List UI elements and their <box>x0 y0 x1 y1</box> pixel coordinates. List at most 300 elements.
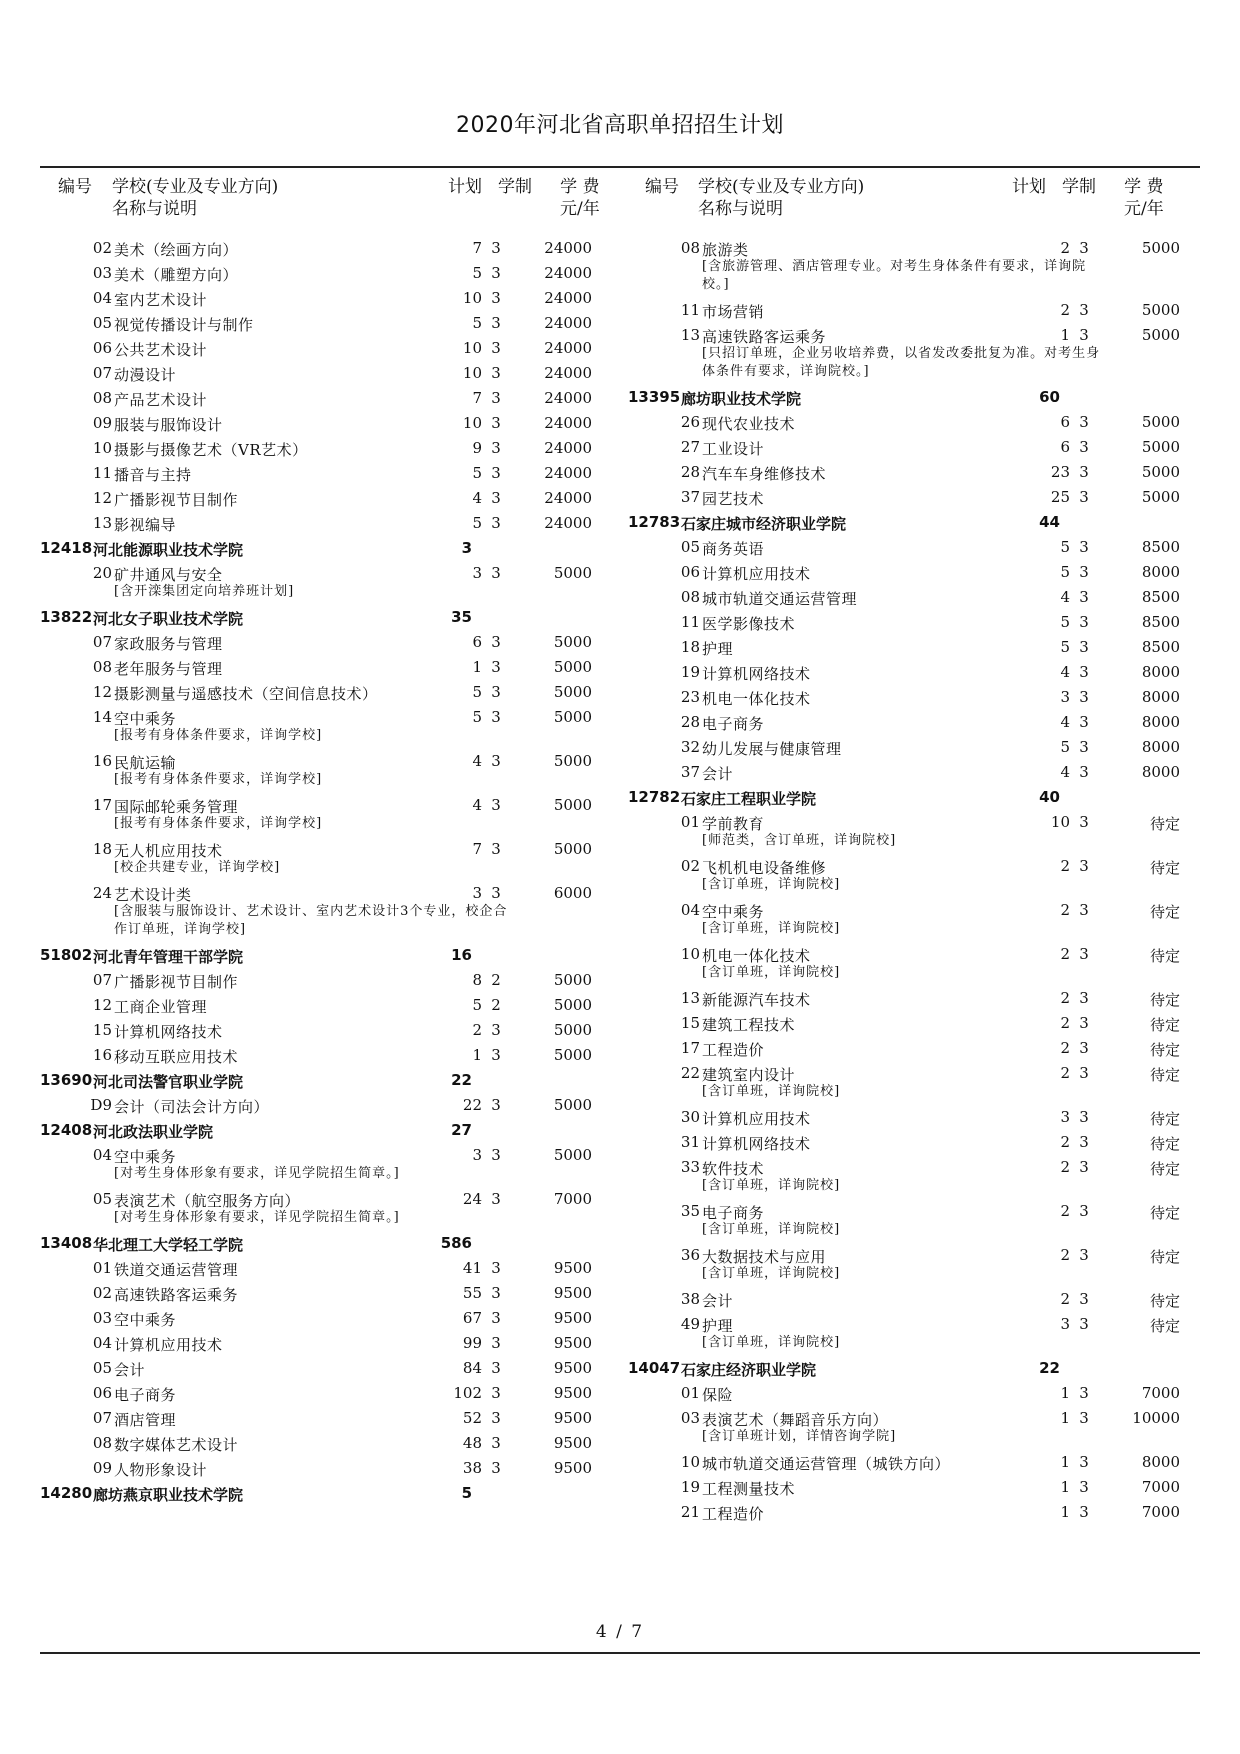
major-years: 3 <box>491 414 501 432</box>
major-years: 3 <box>491 1334 501 1352</box>
major-plan: 7 <box>472 840 482 858</box>
major-plan: 2 <box>1060 1290 1070 1308</box>
major-row <box>628 585 1180 610</box>
major-years: 3 <box>1079 1158 1089 1176</box>
major-plan: 3 <box>472 884 482 902</box>
major-row <box>628 1011 1180 1036</box>
school-row <box>628 510 1180 535</box>
major-years: 3 <box>491 752 501 770</box>
major-name: 飞机机电设备维修 <box>702 859 827 877</box>
major-row <box>628 236 1180 261</box>
major-fee: 待定 <box>1149 1041 1180 1059</box>
major-row <box>628 1243 1180 1268</box>
school-code: 14047 <box>628 1359 681 1377</box>
school-plan: 44 <box>1039 513 1060 531</box>
major-row <box>40 311 592 336</box>
major-fee: 待定 <box>1149 1016 1180 1034</box>
major-name: 建筑工程技术 <box>702 1016 796 1034</box>
major-name: 保险 <box>702 1386 734 1404</box>
major-fee: 5000 <box>553 658 592 676</box>
major-fee: 24000 <box>544 439 592 457</box>
school-name: 石家庄城市经济职业学院 <box>681 515 847 533</box>
major-row <box>40 837 592 862</box>
major-plan: 23 <box>1050 463 1070 481</box>
major-code: 03 <box>680 1409 700 1427</box>
major-plan: 1 <box>1060 1503 1070 1521</box>
major-row <box>628 685 1180 710</box>
school-plan: 22 <box>1039 1359 1060 1377</box>
major-plan: 2 <box>1060 1064 1070 1082</box>
major-plan: 1 <box>1060 1453 1070 1471</box>
major-plan: 2 <box>1060 239 1070 257</box>
school-plan: 5 <box>461 1484 472 1502</box>
major-fee: 24000 <box>544 489 592 507</box>
major-note: [含订单班计划，详情咨询学院] <box>702 1429 897 1444</box>
major-fee: 5000 <box>1141 239 1180 257</box>
major-fee: 8000 <box>1141 763 1180 781</box>
major-note: [报考有身体条件要求，详询学校] <box>114 816 323 831</box>
major-row <box>628 435 1180 460</box>
major-code: 09 <box>92 414 112 432</box>
major-row <box>40 881 592 906</box>
major-code: 35 <box>680 1202 700 1220</box>
major-code: 19 <box>680 1478 700 1496</box>
major-code: 27 <box>680 438 700 456</box>
major-fee: 24000 <box>544 364 592 382</box>
major-code: 17 <box>680 1039 700 1057</box>
major-fee: 待定 <box>1149 947 1180 965</box>
major-code: 12 <box>92 683 112 701</box>
top-rule <box>40 166 1200 168</box>
major-code: 11 <box>680 613 700 631</box>
major-row <box>628 1130 1180 1155</box>
major-note: [含订单班，详询院校] <box>702 921 841 936</box>
major-plan: 4 <box>1060 663 1070 681</box>
major-name: 商务英语 <box>702 540 765 558</box>
major-code: 37 <box>680 488 700 506</box>
major-code: 11 <box>680 301 700 319</box>
major-note: [对考生身体形象有要求，详见学院招生简章。] <box>114 1166 400 1181</box>
major-name: 影视编导 <box>114 516 177 534</box>
major-fee: 9500 <box>553 1284 592 1302</box>
major-note: [含订单班，详询院校] <box>702 877 841 892</box>
school-plan: 60 <box>1039 388 1060 406</box>
right-column <box>628 236 1180 1525</box>
major-years: 3 <box>491 1434 501 1452</box>
major-years: 3 <box>1079 538 1089 556</box>
major-fee: 待定 <box>1149 1248 1180 1266</box>
major-note: [含订单班，详询院校] <box>702 1178 841 1193</box>
major-plan: 10 <box>462 289 482 307</box>
school-code: 13690 <box>40 1071 93 1089</box>
major-code: 03 <box>92 264 112 282</box>
major-row <box>628 1155 1180 1180</box>
major-fee: 24000 <box>544 464 592 482</box>
major-plan: 3 <box>1060 688 1070 706</box>
major-row <box>628 854 1180 879</box>
major-code: 02 <box>92 1284 112 1302</box>
major-fee: 8500 <box>1141 588 1180 606</box>
major-name: 高速铁路客运乘务 <box>114 1286 239 1304</box>
major-fee: 24000 <box>544 289 592 307</box>
school-name: 河北司法警官职业学院 <box>93 1073 244 1091</box>
major-fee: 5000 <box>553 683 592 701</box>
major-plan: 102 <box>453 1384 482 1402</box>
major-code: 10 <box>680 945 700 963</box>
major-years: 3 <box>491 314 501 332</box>
major-fee: 待定 <box>1149 815 1180 833</box>
major-plan: 5 <box>472 314 482 332</box>
major-fee: 待定 <box>1149 1110 1180 1128</box>
major-row <box>628 810 1180 835</box>
major-row <box>628 635 1180 660</box>
major-row <box>628 323 1180 348</box>
major-name: 园艺技术 <box>702 490 765 508</box>
major-years: 3 <box>1079 613 1089 631</box>
major-plan: 48 <box>462 1434 482 1452</box>
major-years: 3 <box>491 1359 501 1377</box>
major-name: 铁道交通运营管理 <box>114 1261 239 1279</box>
major-row <box>628 535 1180 560</box>
major-row <box>628 1500 1180 1525</box>
major-row <box>40 793 592 818</box>
major-fee: 24000 <box>544 514 592 532</box>
major-code: 10 <box>680 1453 700 1471</box>
header-plan-right: 计划 <box>1012 177 1046 197</box>
major-row <box>40 486 592 511</box>
major-name: 空中乘务 <box>114 710 177 728</box>
school-plan: 40 <box>1039 788 1060 806</box>
major-fee: 待定 <box>1149 1135 1180 1153</box>
major-years: 3 <box>1079 1384 1089 1402</box>
major-plan: 1 <box>472 658 482 676</box>
major-name: 计算机应用技术 <box>702 1110 811 1128</box>
major-fee: 8000 <box>1141 663 1180 681</box>
major-years: 3 <box>491 289 501 307</box>
major-fee: 5000 <box>553 971 592 989</box>
major-code: 23 <box>680 688 700 706</box>
major-plan: 4 <box>1060 763 1070 781</box>
major-row <box>40 993 592 1018</box>
major-plan: 67 <box>462 1309 482 1327</box>
major-name: 人物形象设计 <box>114 1461 208 1479</box>
major-years: 3 <box>491 884 501 902</box>
major-name: 计算机网络技术 <box>702 665 811 683</box>
major-name: 家政服务与管理 <box>114 635 223 653</box>
major-name: 摄影与摄像艺术（VR艺术） <box>114 441 308 459</box>
major-note: [只招订单班，企业另收培养费，以省发改委批复为准。对考生身体条件有要求，详询院校。] <box>702 346 1101 379</box>
major-note: [报考有身体条件要求，详询学校] <box>114 728 323 743</box>
major-years: 3 <box>491 564 501 582</box>
major-name: 表演艺术（舞蹈音乐方向） <box>702 1411 889 1429</box>
school-name: 廊坊燕京职业技术学院 <box>93 1486 244 1504</box>
major-years: 3 <box>491 339 501 357</box>
major-code: 02 <box>680 857 700 875</box>
header-years-right: 学制 <box>1062 177 1096 197</box>
major-code: 06 <box>92 339 112 357</box>
major-row <box>628 298 1180 323</box>
major-code: 28 <box>680 713 700 731</box>
major-code: 12 <box>92 996 112 1014</box>
major-name: 动漫设计 <box>114 366 177 384</box>
left-column <box>40 236 592 1506</box>
major-years: 3 <box>1079 1503 1089 1521</box>
header-school-left <box>112 176 278 220</box>
major-code: 07 <box>92 633 112 651</box>
major-name: 大数据技术与应用 <box>702 1248 827 1266</box>
major-fee: 6000 <box>553 884 592 902</box>
school-plan: 586 <box>440 1234 472 1252</box>
major-name: 幼儿发展与健康管理 <box>702 740 842 758</box>
major-code: 15 <box>92 1021 112 1039</box>
school-code: 13822 <box>40 608 93 626</box>
major-name: 服装与服饰设计 <box>114 416 223 434</box>
major-code: 12 <box>92 489 112 507</box>
major-name: 旅游类 <box>702 241 749 259</box>
major-row <box>40 1356 592 1381</box>
major-name: 老年服务与管理 <box>114 660 223 678</box>
major-plan: 99 <box>462 1334 482 1352</box>
major-fee: 24000 <box>544 239 592 257</box>
major-years: 3 <box>491 1146 501 1164</box>
major-fee: 24000 <box>544 264 592 282</box>
major-code: 05 <box>680 538 700 556</box>
major-years: 3 <box>1079 738 1089 756</box>
major-fee: 8500 <box>1141 538 1180 556</box>
major-code: 28 <box>680 463 700 481</box>
major-row <box>40 286 592 311</box>
major-name: 现代农业技术 <box>702 415 796 433</box>
major-name: 广播影视节目制作 <box>114 973 239 991</box>
major-code: 09 <box>92 1459 112 1477</box>
major-fee: 9500 <box>553 1459 592 1477</box>
major-code: 38 <box>680 1290 700 1308</box>
major-fee: 8000 <box>1141 713 1180 731</box>
major-code: 01 <box>680 813 700 831</box>
major-row <box>628 1450 1180 1475</box>
major-fee: 待定 <box>1149 1160 1180 1178</box>
major-fee: 待定 <box>1149 859 1180 877</box>
major-name: 酒店管理 <box>114 1411 177 1429</box>
major-years: 3 <box>1079 1409 1089 1427</box>
major-note: [报考有身体条件要求，详询学校] <box>114 772 323 787</box>
major-row <box>628 986 1180 1011</box>
major-fee: 24000 <box>544 339 592 357</box>
major-plan: 22 <box>462 1096 482 1114</box>
major-name: 电子商务 <box>702 715 765 733</box>
school-code: 51802 <box>40 946 93 964</box>
major-plan: 5 <box>472 683 482 701</box>
major-years: 3 <box>491 1096 501 1114</box>
major-fee: 8000 <box>1141 688 1180 706</box>
header-school-right <box>698 176 864 220</box>
major-fee: 8000 <box>1141 1453 1180 1471</box>
major-code: 37 <box>680 763 700 781</box>
major-years: 3 <box>491 1384 501 1402</box>
major-years: 3 <box>1079 663 1089 681</box>
major-name: 会计 <box>702 765 734 783</box>
major-row <box>628 760 1180 785</box>
major-row <box>628 410 1180 435</box>
major-row <box>628 942 1180 967</box>
major-row <box>628 1036 1180 1061</box>
major-years: 3 <box>1079 1039 1089 1057</box>
major-name: 国际邮轮乘务管理 <box>114 798 239 816</box>
major-years: 3 <box>491 840 501 858</box>
major-note: [含服装与服饰设计、艺术设计、室内艺术设计3个专业，校企合作订单班，详询学校] <box>114 904 508 937</box>
major-row <box>628 735 1180 760</box>
header-fee-line1: 学 费 <box>1124 177 1164 197</box>
major-years: 3 <box>491 1021 501 1039</box>
school-row <box>40 605 592 630</box>
major-code: 18 <box>680 638 700 656</box>
major-fee: 5000 <box>1141 413 1180 431</box>
school-row <box>40 1068 592 1093</box>
major-years: 2 <box>491 971 501 989</box>
school-code: 14280 <box>40 1484 93 1502</box>
major-row <box>40 1143 592 1168</box>
major-plan: 5 <box>472 264 482 282</box>
major-code: 08 <box>680 588 700 606</box>
major-years: 3 <box>1079 1014 1089 1032</box>
major-plan: 5 <box>472 708 482 726</box>
major-years: 3 <box>1079 1315 1089 1333</box>
major-code: 31 <box>680 1133 700 1151</box>
major-code: 16 <box>92 1046 112 1064</box>
major-years: 3 <box>1079 301 1089 319</box>
major-plan: 1 <box>1060 326 1070 344</box>
major-code: 10 <box>92 439 112 457</box>
major-code: 32 <box>680 738 700 756</box>
major-years: 3 <box>1079 563 1089 581</box>
major-years: 3 <box>1079 989 1089 1007</box>
major-row <box>40 411 592 436</box>
school-code: 12782 <box>628 788 681 806</box>
major-note: [含订单班，详询院校] <box>702 1222 841 1237</box>
major-row <box>628 460 1180 485</box>
major-code: 22 <box>680 1064 700 1082</box>
major-row <box>40 749 592 774</box>
major-name: 美术（雕塑方向） <box>114 266 239 284</box>
major-fee: 待定 <box>1149 1204 1180 1222</box>
major-years: 3 <box>491 1046 501 1064</box>
major-fee: 5000 <box>553 752 592 770</box>
major-row <box>40 968 592 993</box>
major-years: 3 <box>491 489 501 507</box>
header-plan-left: 计划 <box>448 177 482 197</box>
major-row <box>40 386 592 411</box>
major-fee: 7000 <box>1141 1478 1180 1496</box>
major-row <box>40 361 592 386</box>
major-plan: 1 <box>1060 1478 1070 1496</box>
page-number: 4 / 7 <box>595 1622 645 1642</box>
major-years: 3 <box>1079 1064 1089 1082</box>
major-plan: 6 <box>472 633 482 651</box>
school-code: 13408 <box>40 1234 93 1252</box>
major-plan: 1 <box>1060 1384 1070 1402</box>
major-plan: 4 <box>472 489 482 507</box>
major-name: 工业设计 <box>702 440 765 458</box>
major-note: [含订单班，详询院校] <box>702 1084 841 1099</box>
major-name: 计算机应用技术 <box>702 565 811 583</box>
major-name: 计算机网络技术 <box>114 1023 223 1041</box>
major-code: D9 <box>90 1096 112 1114</box>
school-name: 河北能源职业技术学院 <box>93 541 244 559</box>
major-name: 电子商务 <box>114 1386 177 1404</box>
major-name: 医学影像技术 <box>702 615 796 633</box>
school-row <box>40 943 592 968</box>
major-plan: 4 <box>1060 713 1070 731</box>
major-years: 3 <box>1079 713 1089 731</box>
major-years: 3 <box>1079 488 1089 506</box>
major-row <box>628 1475 1180 1500</box>
major-name: 机电一体化技术 <box>702 947 811 965</box>
school-row <box>40 1481 592 1506</box>
major-name: 会计（司法会计方向） <box>114 1098 270 1116</box>
major-plan: 5 <box>472 464 482 482</box>
major-name: 电子商务 <box>702 1204 765 1222</box>
header-code-right: 编号 <box>645 177 679 197</box>
major-code: 18 <box>92 840 112 858</box>
major-plan: 2 <box>1060 301 1070 319</box>
bottom-rule <box>40 1652 1200 1654</box>
major-name: 城市轨道交通运营管理 <box>702 590 858 608</box>
major-row <box>628 898 1180 923</box>
major-name: 视觉传播设计与制作 <box>114 316 254 334</box>
major-plan: 2 <box>1060 945 1070 963</box>
major-name: 汽车车身维修技术 <box>702 465 827 483</box>
major-name: 工程造价 <box>702 1505 765 1523</box>
major-name: 市场营销 <box>702 303 765 321</box>
school-name: 河北政法职业学院 <box>93 1123 214 1141</box>
major-row <box>40 630 592 655</box>
major-fee: 8000 <box>1141 563 1180 581</box>
major-row <box>628 610 1180 635</box>
major-years: 3 <box>1079 688 1089 706</box>
major-name: 公共艺术设计 <box>114 341 208 359</box>
major-name: 计算机网络技术 <box>702 1135 811 1153</box>
major-plan: 4 <box>1060 588 1070 606</box>
major-years: 3 <box>491 239 501 257</box>
major-code: 08 <box>92 1434 112 1452</box>
header-code-left: 编号 <box>58 177 92 197</box>
major-plan: 1 <box>1060 1409 1070 1427</box>
major-plan: 7 <box>472 389 482 407</box>
major-plan: 2 <box>1060 901 1070 919</box>
major-plan: 3 <box>1060 1108 1070 1126</box>
major-years: 3 <box>1079 239 1089 257</box>
major-row <box>40 1018 592 1043</box>
major-fee: 5000 <box>553 1096 592 1114</box>
major-years: 2 <box>491 996 501 1014</box>
major-name: 城市轨道交通运营管理（城铁方向） <box>702 1455 951 1473</box>
major-code: 17 <box>92 796 112 814</box>
major-plan: 2 <box>1060 1014 1070 1032</box>
header-school-line1: 学校(专业及专业方向) <box>112 177 279 197</box>
major-code: 30 <box>680 1108 700 1126</box>
major-code: 01 <box>92 1259 112 1277</box>
header-school-line1: 学校(专业及专业方向) <box>698 177 865 197</box>
major-fee: 8500 <box>1141 613 1180 631</box>
header-fee-line1: 学 费 <box>560 177 600 197</box>
school-plan: 22 <box>451 1071 472 1089</box>
major-name: 学前教育 <box>702 815 765 833</box>
major-years: 3 <box>1079 857 1089 875</box>
major-years: 3 <box>491 796 501 814</box>
major-note: [含订单班，详询院校] <box>702 965 841 980</box>
major-row <box>628 660 1180 685</box>
major-code: 04 <box>680 901 700 919</box>
